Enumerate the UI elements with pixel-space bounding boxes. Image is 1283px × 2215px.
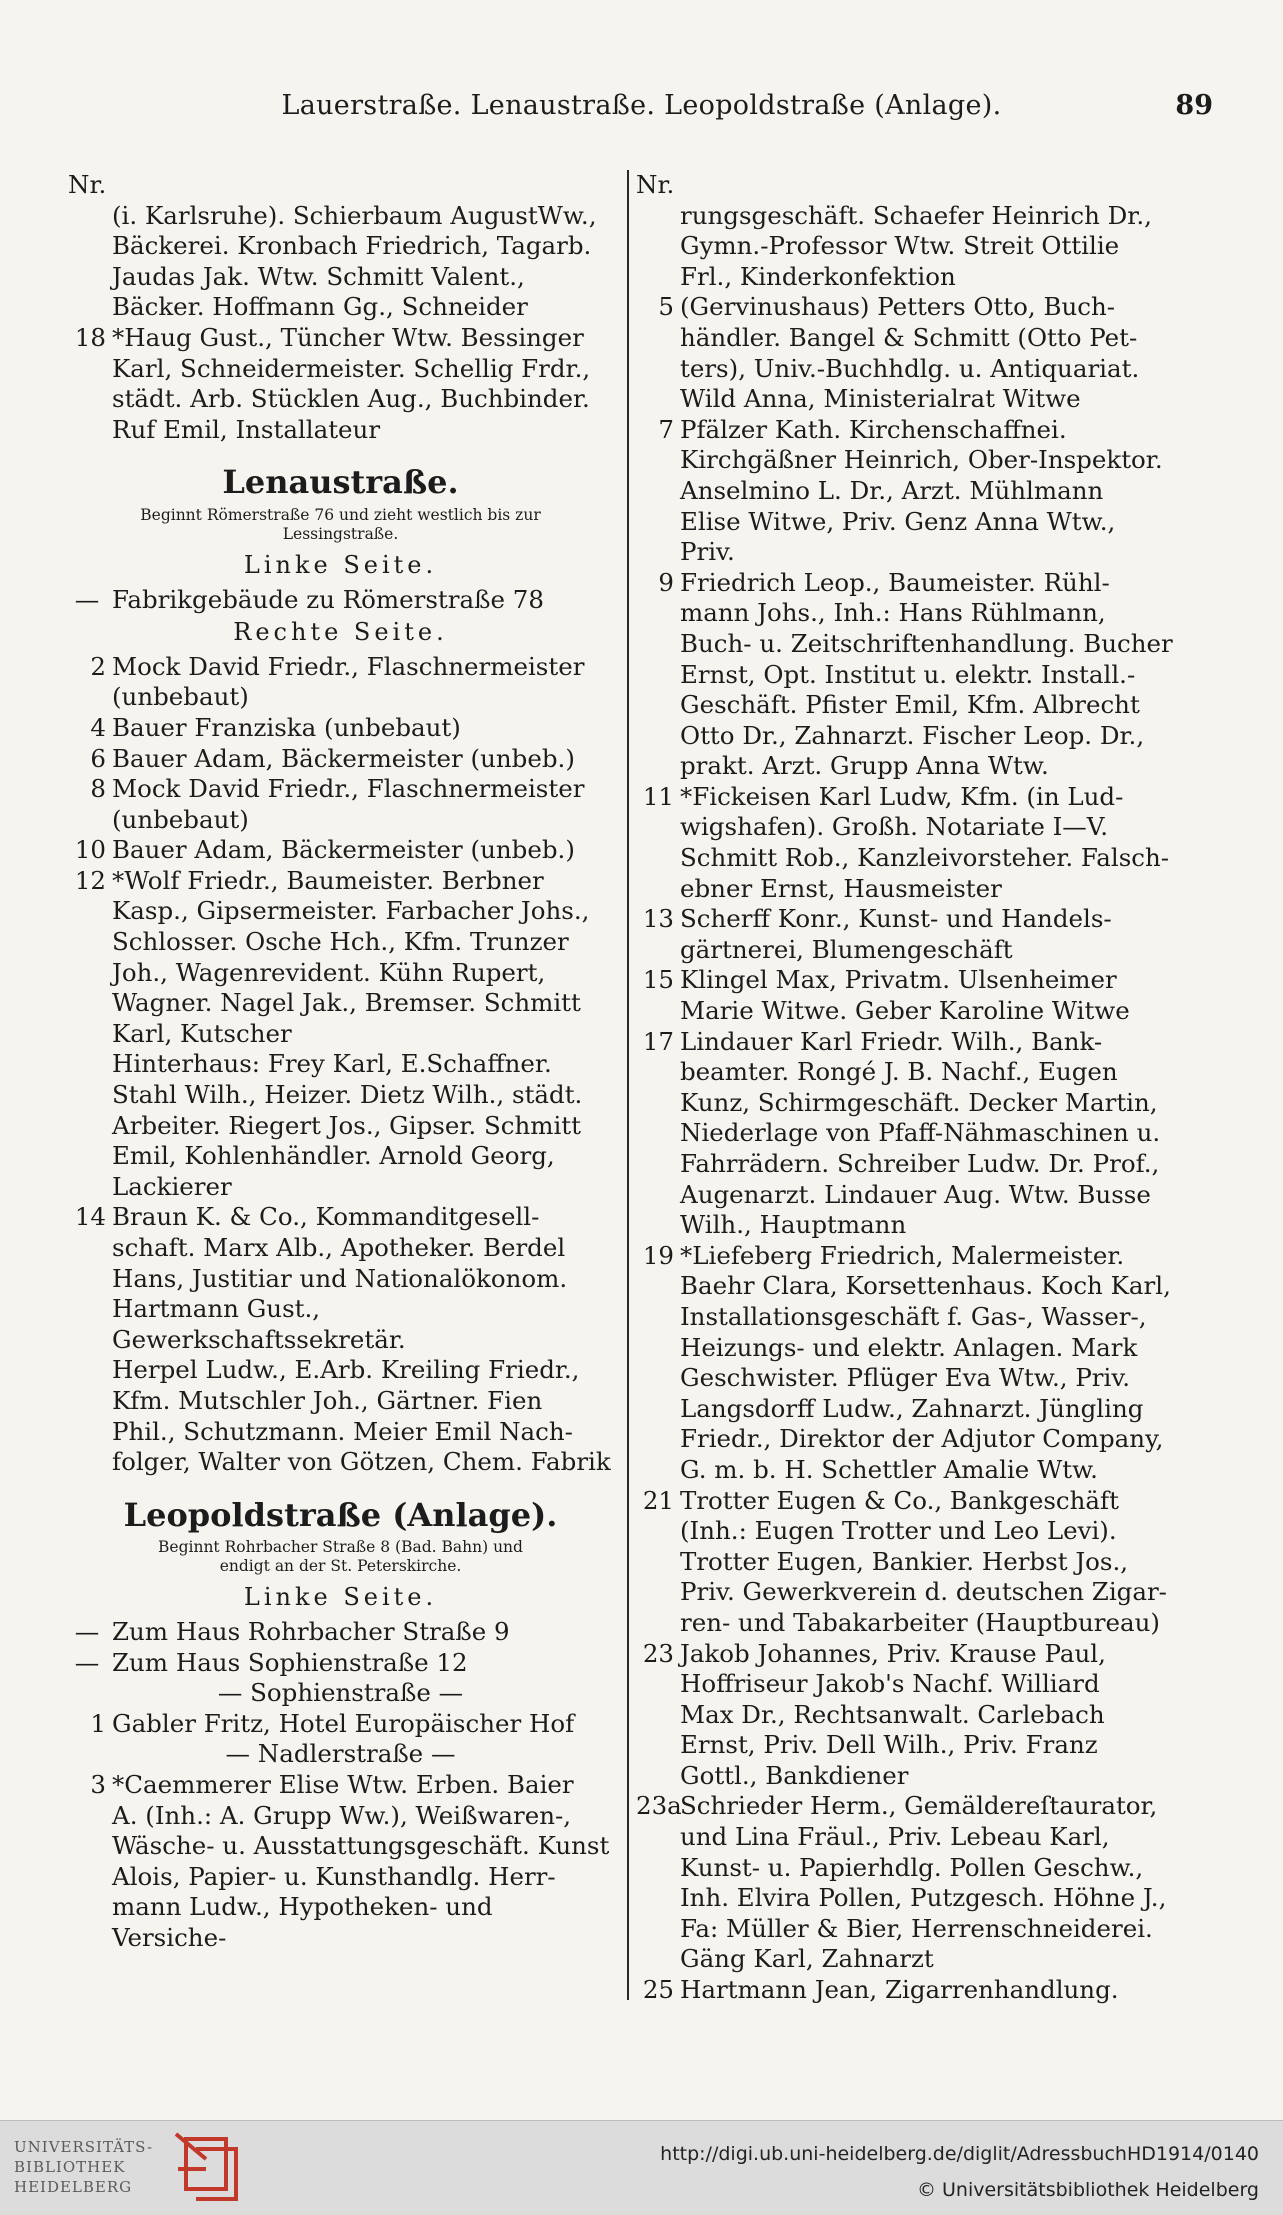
library-name: UNIVERSITÄTS- BIBLIOTHEK HEIDELBERG — [14, 2138, 154, 2196]
address-entry: 23a Schrieder Herm., Gemäldereſtaurator, und Lina Fräul., Priv. Lebeau Karl, Kunst- u. Papierhdlg. Pollen Geschw., Inh. Elvira Pollen, Putzgesch. Höhne J., Fa: Müller & Bier, Herrenschneiderei. Gäng Karl, Zahnarzt — [636, 1791, 1167, 1974]
address-entry: 2 Mock David Friedr., Flaschnermeister (unbebaut) — [90, 651, 585, 712]
house-number: 18 — [74, 322, 106, 352]
address-entry: 3 *Caemmerer Elise Wtw. Erben. Baier A. (Inh.: A. Grupp Ww.), Weißwaren-, Wäsche- u. Ausstattungsgeschäft. Kunst Alois, Papier- u. Kunsthandlg. Herr- mann Ludw., Hypotheken- und Versiche- — [90, 1769, 610, 1952]
address-entry: 25 Hartmann Jean, Zigarrenhandlung. — [642, 1975, 1119, 2005]
continued-entry: (i. Karlsruhe). Schierbaum AugustWw., Bäckerei. Kronbach Friedrich, Tagarb. Jaudas Jak. Wtw. Schmitt Valent., Bäcker. Hoffmann Gg., Schneider — [112, 200, 597, 322]
running-title: Lauerstraße. Lenaustraße. Leopoldstraße (Anlage). — [281, 90, 1002, 121]
copyright-notice: © Universitätsbibliothek Heidelberg — [916, 2179, 1259, 2201]
address-entry: 23 Jakob Johannes, Priv. Krause Paul, Hoffriseur Jakob's Nachf. Williard Max Dr., Rechtsanwalt. Carlebach Ernst, Priv. Dell Wilh., Priv. Franz Gottl., Bankdiener — [642, 1638, 1106, 1790]
street-heading: Leopoldstraße (Anlage). — [123, 1495, 558, 1534]
address-entry: 4 Bauer Franziska (unbebaut) — [90, 712, 461, 742]
left-column — [68, 170, 613, 1953]
address-entry: 1 Gabler Fritz, Hotel Europäischer Hof — [90, 1708, 575, 1738]
address-entry: — Zum Haus Sophienstraße 12 — [74, 1647, 468, 1677]
side-label: Linke Seite. — [243, 550, 438, 579]
address-entry: 7 Pfälzer Kath. Kirchenschaffnei. Kirchgäßner Heinrich, Ober-Inspektor. Anselmino L. Dr., Arzt. Mühlmann Elise Witwe, Priv. Genz Anna Wtw., Priv. — [658, 414, 1163, 567]
source-url-link[interactable]: http://digi.ub.uni-heidelberg.de/diglit/AdressbuchHD1914/0140 — [660, 2143, 1259, 2165]
address-entry: 21 Trotter Eugen & Co., Bankgeschäft (Inh.: Eugen Trotter und Leo Levi). Trotter Eugen, Bankier. Herbst Jos., Priv. Gewerkverein d. deutschen Zigar- ren- und Tabakarbeiter (Hauptbureau) — [642, 1485, 1167, 1637]
library-logo-icon — [166, 2129, 256, 2209]
address-entry: 13 Scherff Konr., Kunst- und Handels- gärtnerei, Blumengeschäft — [642, 904, 1112, 964]
page-number: 89 — [1175, 90, 1213, 121]
address-entry: 19 *Liefeberg Friedrich, Malermeister. Baehr Clara, Korsettenhaus. Koch Karl, Installationsgeschäft f. Gas-, Wasser-, Heizungs- und elektr. Anlagen. Mark Geschwister. Pflüger Eva Wtw., Priv. Langsdorff Ludw., Zahnarzt. Jüngling Friedr., Direktor der Adjutor Company, G. m. b. H. Schettler Amalie Wtw. — [642, 1240, 1171, 1484]
address-entry: 6 Bauer Adam, Bäckermeister (unbeb.) — [90, 743, 575, 773]
side-label: Rechte Seite. — [233, 618, 448, 647]
address-entry: 12 *Wolf Friedr., Baumeister. Berbner Kasp., Gipsermeister. Farbacher Johs., Schlosser. Osche Hch., Kfm. Trunzer Joh., Wagenrevident. Kühn Rupert, Wagner. Nagel Jak., Bremser. Schmitt Karl, Kutscher Hinterhaus: Frey Karl, E.Schaffner. Stahl Wilh., Heizer. Dietz Wilh., städt. Arbeiter. Riegert Jos., Gipser. Schmitt Emil, Kohlenhändler. Arnold Georg, Lackierer — [74, 865, 590, 1201]
address-entry: — Zum Haus Rohrbacher Straße 9 — [74, 1616, 510, 1646]
side-label: Linke Seite. — [243, 1583, 438, 1612]
street-description: Beginnt Rohrbacher Straße 8 (Bad. Bahn) und endigt an der St. Peterskirche. — [158, 1538, 523, 1576]
address-entry: 18 *Haug Gust., Tüncher Wtw. Bessinger Karl, Schneidermeister. Schellig Frdr., städt. Arb. Stücklen Aug., Buchbinder. Ruf Emil, Installateur — [68, 323, 613, 445]
address-entry: 11 *Fickeisen Karl Ludw, Kfm. (in Lud- wigshafen). Großh. Notariate I—V. Schmitt Rob., Kanzleivorsteher. Falsch- ebner Ernst, Hausmeister — [642, 781, 1170, 903]
address-entry: 15 Klingel Max, Privatm. Ulsenheimer Marie Witwe. Geber Karoline Witwe — [642, 965, 1130, 1026]
street-description: Beginnt Römerstraße 76 und zieht westlich bis zur Lessingstraße. — [140, 505, 541, 543]
digitization-footer — [0, 2120, 1283, 2215]
nr-label: Nr. — [636, 170, 675, 199]
right-column — [636, 170, 1184, 2006]
address-entry: 8 Mock David Friedr., Flaschnermeister (unbebaut) — [90, 774, 585, 834]
address-entry: — Fabrikgebäude zu Römerstraße 78 — [74, 584, 544, 614]
column-divider — [627, 170, 629, 2000]
address-entry: 14 Braun K. & Co., Kommanditgesell- schaft. Marx Alb., Apotheker. Berdel Hans, Justitiar und Nationalökonom. Hartmann Gust., Gewerkschaftssekretär. Herpel Ludw., E.Arb. Kreiling Friedr., Kfm. Mutschler Joh., Gärtner. Fien Phil., Schutzmann. Meier Emil Nach- folger, Walter von Götzen, Chem. Fabrik — [74, 1202, 611, 1477]
page-header — [70, 90, 1213, 130]
address-entry: 9 Friedrich Leop., Baumeister. Rühl- mann Johs., Inh.: Hans Rühlmann, Buch- u. Zeitschriftenhandlung. Bucher Ernst, Opt. Institut u. elektr. Install.- Geschäft. Pfister Emil, Kfm. Albrecht Otto Dr., Zahnarzt. Fischer Leop. Dr., prakt. Arzt. Grupp Anna Wtw. — [658, 567, 1173, 781]
nr-label: Nr. — [68, 170, 107, 199]
street-heading: Lenaustraße. — [222, 463, 459, 502]
address-entry: 5 (Gervinushaus) Petters Otto, Buch- händler. Bangel & Schmitt (Otto Pet- ters), Univ.-Buchhdlg. u. Antiquariat. Wild Anna, Ministerialrat Witwe — [658, 292, 1140, 414]
cross-street: — Nadlerstraße — — [225, 1739, 456, 1769]
cross-street: — Sophienstraße — — [217, 1678, 464, 1708]
address-entry: 17 Lindauer Karl Friedr. Wilh., Bank- beamter. Rongé J. B. Nachf., Eugen Kunz, Schirmgeschäft. Decker Martin, Niederlage von Pfaff-Nähmaschinen u. Fahrrädern. Schreiber Ludw. Dr. Prof., Augenarzt. Lindauer Aug. Wtw. Busse Wilh., Hauptmann — [642, 1026, 1161, 1240]
address-entry: 10 Bauer Adam, Bäckermeister (unbeb.) — [74, 835, 575, 865]
continued-entry: rungsgeschäft. Schaefer Heinrich Dr., Gymn.-Professor Wtw. Streit Ottilie Frl., Kinderkonfektion — [680, 200, 1152, 291]
